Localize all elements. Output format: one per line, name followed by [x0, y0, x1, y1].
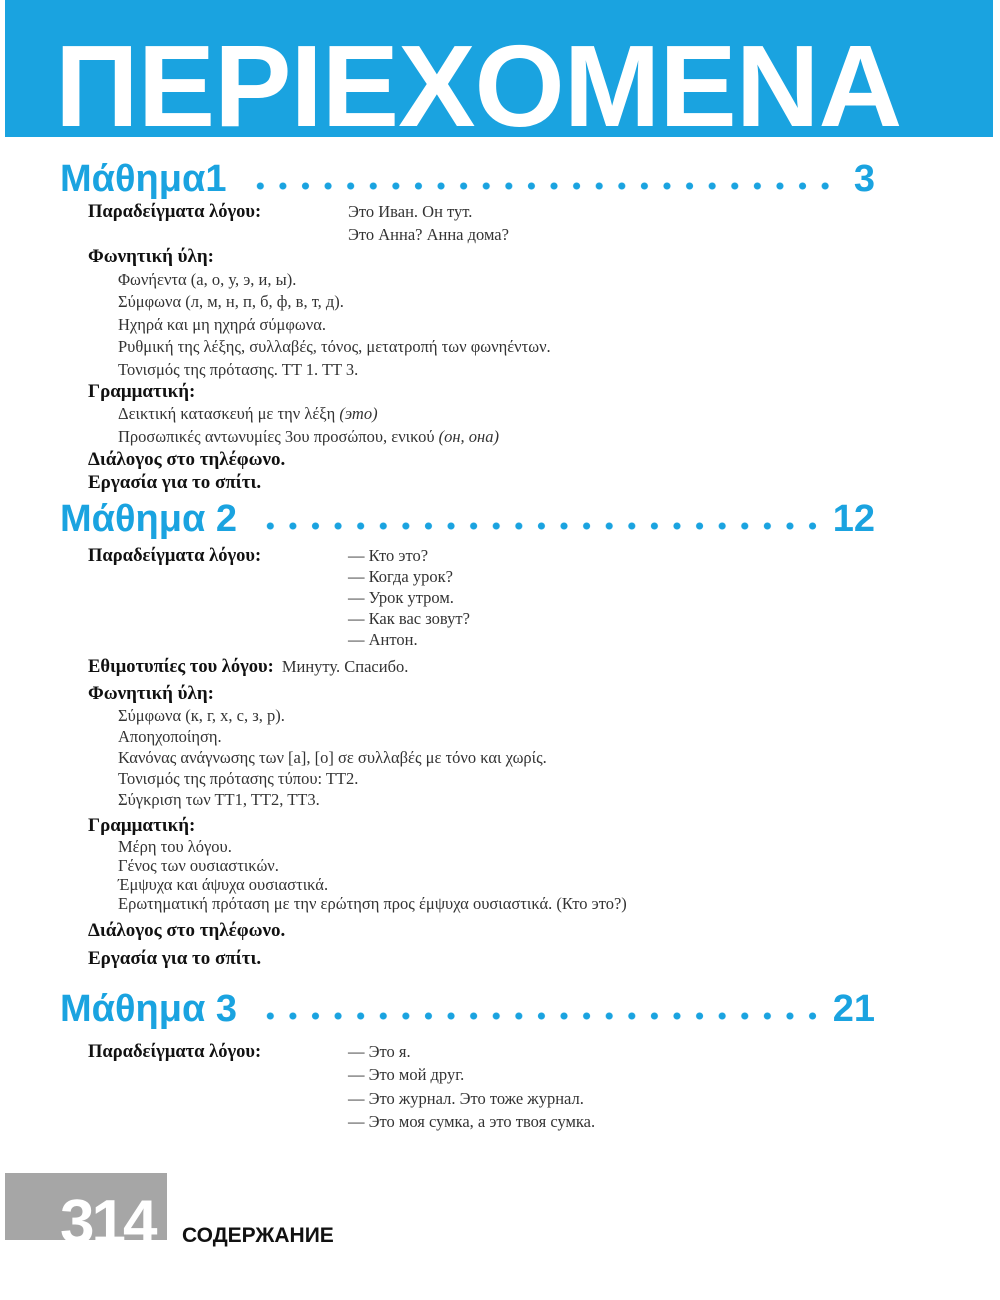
- etiquette-line: [88, 656, 408, 678]
- dot-leader: [259, 519, 819, 533]
- phonetics-item: Τονισμός της πρότασης τύπου: ΤΤ2.: [118, 769, 359, 788]
- lesson-name: Μάθημα 3: [60, 987, 238, 1030]
- examples-label: Παραδείγματα λόγου:: [88, 546, 262, 566]
- lesson-1-heading[interactable]: [60, 157, 875, 201]
- lesson-page: 3: [853, 157, 875, 200]
- phonetics-item: Κανόνας ανάγνωσης των [а], [о] σε συλλαβές με τόνο και χωρίς.: [118, 748, 547, 767]
- grammar-item: Ερωτηματική πρόταση με την ερώτηση προς έμψυχα ουσιαστικά. (Кто это?): [118, 894, 627, 913]
- phonetics-item: Σύμφωνα (л, м, н, п, б, ф, в, т, д).: [118, 292, 344, 311]
- example: — Когда урок?: [348, 567, 453, 586]
- lesson-name: Μάθημα 2: [60, 497, 238, 540]
- examples-label: Παραδείγματα λόγου:: [88, 1042, 262, 1062]
- grammar-label: Γραμματική:: [88, 381, 196, 402]
- example: — Это мой друг.: [348, 1065, 465, 1084]
- section-name: СОДЕРЖАНИЕ: [182, 1224, 334, 1247]
- lesson-page: 12: [832, 497, 875, 540]
- grammar-item: [118, 403, 378, 425]
- grammar-italic: (это): [339, 404, 378, 423]
- example: — Это я.: [348, 1042, 411, 1061]
- grammar-italic: (он, она): [438, 427, 499, 446]
- phonetics-item: Τονισμός της πρότασης. ΤΤ 1. ΤΤ 3.: [118, 360, 359, 379]
- grammar-item: Έμψυχα και άψυχα ουσιαστικά.: [118, 875, 329, 894]
- dialogue-label: Διάλογος στο τηλέφωνο.: [88, 920, 286, 941]
- dot-leader: [249, 179, 840, 193]
- phonetics-item: Σύμφωνα (к, г, х, с, з, р).: [118, 706, 285, 725]
- homework-label: Εργασία για το σπίτι.: [88, 948, 262, 969]
- lesson-3-heading[interactable]: [60, 987, 875, 1031]
- page-title: ΠΕΡΙΕΧΟΜΕΝΑ: [55, 21, 902, 151]
- phonetics-label: Φωνητική ύλη:: [88, 246, 214, 267]
- example: — Кто это?: [348, 546, 429, 565]
- grammar-text: Δεικτική κατασκευή με την λέξη: [118, 404, 340, 423]
- etiquette-value: Минуту. Спасибо.: [281, 657, 409, 676]
- phonetics-item: Ρυθμική της λέξης, συλλαβές, τόνος, μετατροπή των φωνηέντων.: [118, 337, 551, 356]
- example: — Урок утром.: [348, 588, 454, 607]
- lesson-name: Μάθημα1: [60, 157, 227, 200]
- grammar-item: [118, 426, 499, 448]
- lesson-page: 21: [832, 987, 875, 1030]
- example: — Это моя сумка, а это твоя сумка.: [348, 1112, 596, 1131]
- example: Это Анна? Анна дома?: [348, 225, 509, 244]
- grammar-item: Γένος των ουσιαστικών.: [118, 856, 279, 875]
- example: — Это журнал. Это тоже журнал.: [348, 1089, 584, 1108]
- grammar-item: Μέρη του λόγου.: [118, 837, 232, 856]
- phonetics-item: Ηχηρά και μη ηχηρά σύμφωνα.: [118, 315, 326, 334]
- dialogue-label: Διάλογος στο τηλέφωνο.: [88, 449, 286, 470]
- lesson-2-heading[interactable]: [60, 497, 875, 541]
- dot-leader: [259, 1009, 819, 1023]
- phonetics-item: Αποηχοποίηση.: [118, 727, 222, 746]
- homework-label: Εργασία για το σπίτι.: [88, 472, 262, 493]
- grammar-text: Προσωπικές αντωνυμίες 3ου προσώπου, ενικού: [118, 427, 439, 446]
- page-number: 314: [60, 1188, 155, 1257]
- examples-label: Παραδείγματα λόγου:: [88, 202, 262, 222]
- grammar-label: Γραμματική:: [88, 815, 196, 836]
- example: — Как вас зовут?: [348, 609, 470, 628]
- phonetics-item: Σύγκριση των ΤΤ1, ΤΤ2, ΤΤ3.: [118, 790, 320, 809]
- etiquette-label: Εθιμοτυπίες του λόγου:: [88, 657, 274, 677]
- phonetics-label: Φωνητική ύλη:: [88, 683, 214, 704]
- example: Это Иван. Он тут.: [348, 202, 473, 221]
- phonetics-item: Φωνήεντα (а, о, у, э, и, ы).: [118, 270, 297, 289]
- example: — Антон.: [348, 630, 418, 649]
